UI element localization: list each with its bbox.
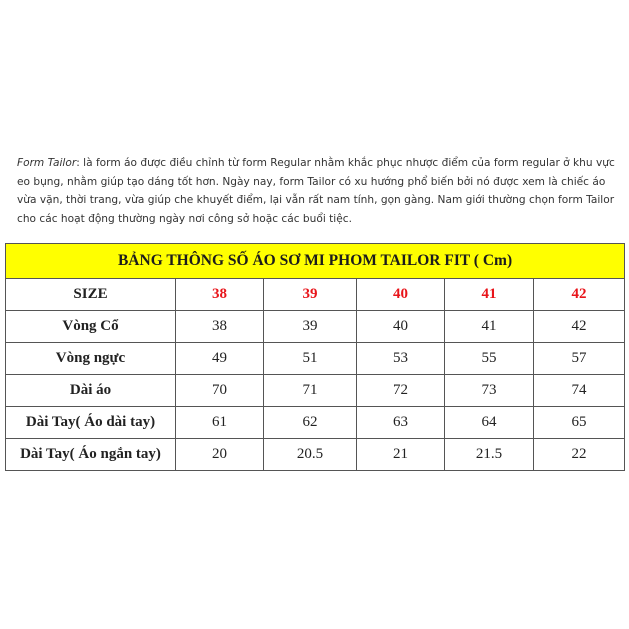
- table-cell: 61: [176, 407, 264, 439]
- table-title: BẢNG THÔNG SỐ ÁO SƠ MI PHOM TAILOR FIT ( Cm): [6, 244, 625, 279]
- table-cell: 74: [534, 375, 625, 407]
- table-cell: 21.5: [445, 439, 534, 471]
- size-header-41: 41: [445, 279, 534, 311]
- row-label: Vòng ngực: [6, 343, 176, 375]
- table-cell: 38: [176, 311, 264, 343]
- row-label: Vòng Cổ: [6, 311, 176, 343]
- table-cell: 53: [357, 343, 445, 375]
- intro-paragraph: [17, 154, 617, 228]
- size-header-38: 38: [176, 279, 264, 311]
- table-row: [6, 439, 625, 471]
- row-label: Dài Tay( Áo ngắn tay): [6, 439, 176, 471]
- table-row: [6, 375, 625, 407]
- table-cell: 22: [534, 439, 625, 471]
- intro-text: : là form áo được điều chỉnh từ form Regular nhằm khắc phục nhược điểm của form regular ở khu vực eo bụng, nhằm giúp tạo dáng tốt hơn. Ngày nay, form Tailor có xu hướng phổ biến bởi nó được xem là chiếc áo vừa vặn, thời trang, vừa giúp che khuyết điểm, lại vẫn rất nam tính, gọn gàng. Nam giới thường chọn form Tailor cho các hoạt động thường ngày nơi công sở hoặc các buổi tiệc.: [17, 157, 615, 225]
- table-cell: 65: [534, 407, 625, 439]
- table-cell: 40: [357, 311, 445, 343]
- table-cell: 51: [264, 343, 357, 375]
- size-header-39: 39: [264, 279, 357, 311]
- table-cell: 57: [534, 343, 625, 375]
- table-cell: 71: [264, 375, 357, 407]
- table-cell: 41: [445, 311, 534, 343]
- table-row: [6, 407, 625, 439]
- table-cell: 64: [445, 407, 534, 439]
- size-header-40: 40: [357, 279, 445, 311]
- size-header-42: 42: [534, 279, 625, 311]
- table-cell: 73: [445, 375, 534, 407]
- size-chart-table: [5, 243, 625, 471]
- table-cell: 72: [357, 375, 445, 407]
- size-label: SIZE: [6, 279, 176, 311]
- table-cell: 55: [445, 343, 534, 375]
- table-cell: 39: [264, 311, 357, 343]
- row-label: Dài áo: [6, 375, 176, 407]
- intro-lead: Form Tailor: [17, 157, 77, 169]
- title-row: [6, 244, 625, 279]
- table-cell: 42: [534, 311, 625, 343]
- table-cell: 62: [264, 407, 357, 439]
- table-row: [6, 311, 625, 343]
- row-label: Dài Tay( Áo dài tay): [6, 407, 176, 439]
- table-cell: 20.5: [264, 439, 357, 471]
- table-cell: 49: [176, 343, 264, 375]
- table-cell: 21: [357, 439, 445, 471]
- table-cell: 63: [357, 407, 445, 439]
- table-row: [6, 343, 625, 375]
- table-cell: 20: [176, 439, 264, 471]
- table-cell: 70: [176, 375, 264, 407]
- size-header-row: [6, 279, 625, 311]
